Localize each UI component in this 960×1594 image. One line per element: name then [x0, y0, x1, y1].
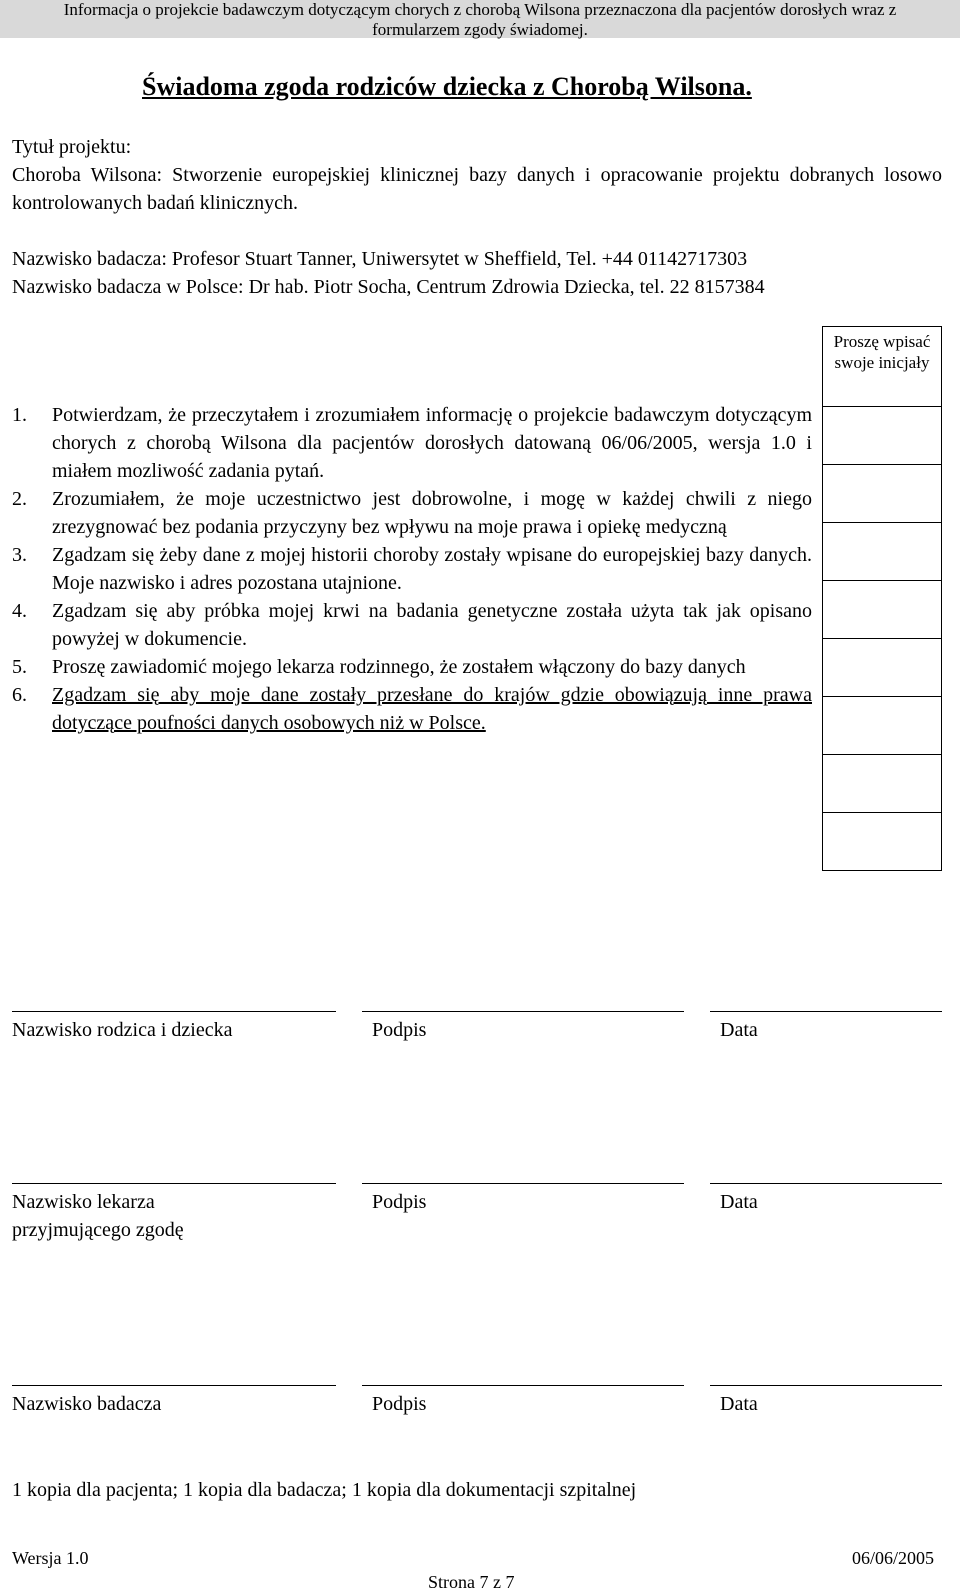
initials-box-8[interactable] [823, 813, 942, 871]
project-title-text: Choroba Wilsona: Stworzenie europejskiej klinicznej bazy danych i opracowanie projektu dobranych losowo kontrolowanych badań klinicznych. [12, 164, 942, 214]
investigator-poland: Nazwisko badacza w Polsce: Dr hab. Piotr Socha, Centrum Zdrowia Dziecka, tel. 22 8157384 [12, 276, 765, 298]
doctor-name-line[interactable] [12, 1183, 336, 1184]
consent-item-number: 3. [12, 544, 27, 566]
investigator-name-line[interactable] [12, 1385, 336, 1386]
initials-box-6[interactable] [823, 697, 942, 755]
footer-page-number: Strona 7 z 7 [428, 1572, 515, 1592]
initials-header: Proszę wpisać swoje inicjały [823, 327, 942, 407]
initials-box-4[interactable] [823, 581, 942, 639]
initials-box-1[interactable] [823, 407, 942, 465]
consent-item-number: 5. [12, 656, 27, 678]
footer-date: 06/06/2005 [852, 1548, 935, 1568]
consent-item-number: 4. [12, 600, 27, 622]
doctor-name-label: Nazwisko lekarza przyjmującego zgodę [12, 1191, 184, 1241]
parent-signature-label: Podpis [372, 1019, 427, 1041]
consent-item [12, 653, 812, 681]
initials-box-5[interactable] [823, 639, 942, 697]
doctor-date-line[interactable] [710, 1183, 942, 1184]
consent-item [12, 681, 812, 737]
initials-table [822, 326, 942, 871]
parent-signature-line[interactable] [362, 1011, 684, 1012]
header-line-2: formularzem zgody świadomej. [372, 20, 588, 39]
consent-item-text: Zgadzam się aby próbka mojej krwi na badania genetyczne została użyta tak jak opisano powyżej w dokumencie. [52, 600, 812, 650]
consent-item [12, 541, 812, 597]
investigator-main: Nazwisko badacza: Profesor Stuart Tanner, Uniwersytet w Sheffield, Tel. +44 01142717303 [12, 248, 748, 270]
copies-note: 1 kopia dla pacjenta; 1 kopia dla badacza; 1 kopia dla dokumentacji szpitalnej [12, 1479, 637, 1501]
parent-date-line[interactable] [710, 1011, 942, 1012]
consent-item-text: Zrozumiałem, że moje uczestnictwo jest dobrowolne, i mogę w każdej chwili z niego zrezygnować bez podania przyczyny bez wpływu na moje prawa i opiekę medyczną [52, 488, 812, 538]
investigator-date-label: Data [720, 1393, 758, 1415]
doctor-signature-line[interactable] [362, 1183, 684, 1184]
doctor-date-label: Data [720, 1191, 758, 1213]
consent-list [12, 401, 812, 737]
investigator-signature-label: Podpis [372, 1393, 427, 1415]
consent-item-number: 1. [12, 404, 27, 426]
project-label: Tytuł projektu: [12, 136, 132, 158]
investigator-date-line[interactable] [710, 1385, 942, 1386]
investigator-name-label: Nazwisko badacza [12, 1393, 162, 1415]
consent-item [12, 401, 812, 485]
page-title: Świadoma zgoda rodziców dziecka z Chorobą Wilsona. [142, 72, 752, 101]
consent-item-text: Zgadzam się żeby dane z mojej historii choroby zostały wpisane do europejskiej bazy danych. Moje nazwisko i adres pozostana utajnione. [52, 544, 812, 594]
consent-item-text: Zgadzam się aby moje dane zostały przesłane do krajów gdzie obowiązują inne prawa dotyczące poufności danych osobowych niż w Polsce. [52, 684, 812, 734]
initials-box-2[interactable] [823, 465, 942, 523]
consent-item [12, 597, 812, 653]
parent-name-label: Nazwisko rodzica i dziecka [12, 1019, 233, 1041]
parent-date-label: Data [720, 1019, 758, 1041]
doctor-signature-label: Podpis [372, 1191, 427, 1213]
consent-item-text: Proszę zawiadomić mojego lekarza rodzinnego, że zostałem włączony do bazy danych [52, 656, 746, 678]
consent-item-text: Potwierdzam, że przeczytałem i zrozumiałem informację o projekcie badawczym dotyczącym chorych z chorobą Wilsona dla pacjentów dorosłych datowaną 06/06/2005, wersja 1.0 i miałem mozliwość zadania pytań. [52, 404, 812, 482]
consent-item-number: 2. [12, 488, 27, 510]
footer-version: Wersja 1.0 [12, 1548, 89, 1568]
header-line-1: Informacja o projekcie badawczym dotyczącym chorych z chorobą Wilsona przeznaczona dla pacjentów dorosłych wraz z [63, 0, 897, 19]
document-header [0, 0, 960, 38]
parent-name-line[interactable] [12, 1011, 336, 1012]
initials-box-3[interactable] [823, 523, 942, 581]
investigator-signature-line[interactable] [362, 1385, 684, 1386]
initials-box-7[interactable] [823, 755, 942, 813]
consent-item-number: 6. [12, 684, 27, 706]
consent-item [12, 485, 812, 541]
